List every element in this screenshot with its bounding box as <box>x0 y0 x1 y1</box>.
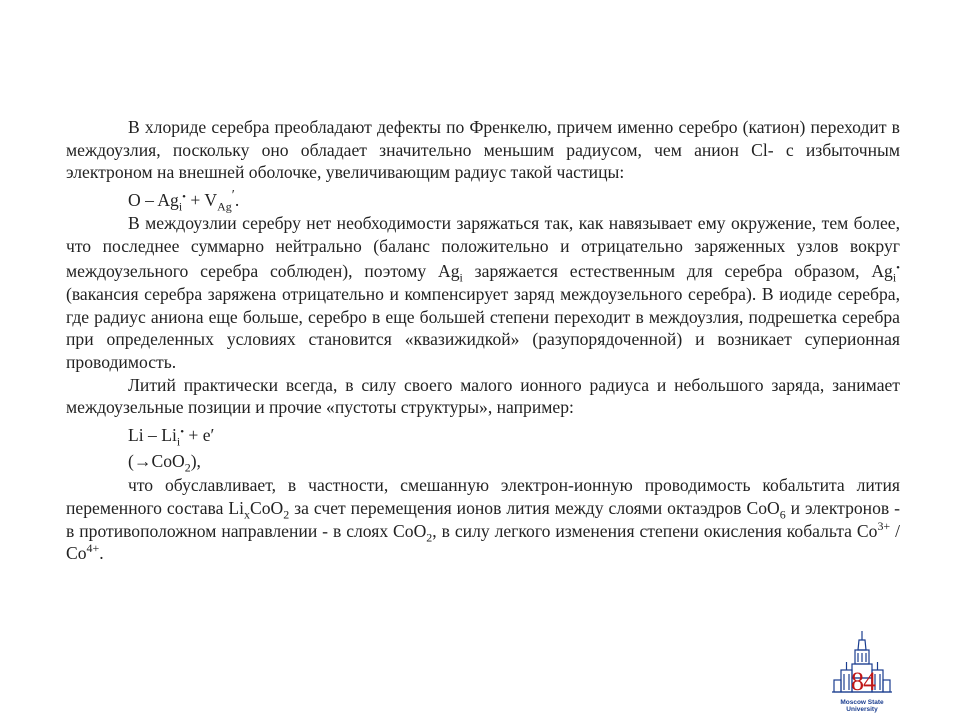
charge-dot: • <box>896 262 900 275</box>
paragraph-text: и электронов - в противоположном направлении - в слоях CoO <box>66 497 901 541</box>
university-label-line2: University <box>846 706 878 713</box>
charge-dot: • <box>182 191 186 204</box>
formula-silver-defect <box>66 184 900 212</box>
formula-end: . <box>234 190 240 211</box>
paragraph-interstitial-silver <box>66 212 900 374</box>
formula-lhs: O – Ag <box>128 190 179 211</box>
paragraph-text: Литий практически всегда, в силу своего малого ионного радиуса и небольшого заряда, занимает междоузельные позиции и прочие «пустоты структуры», например: <box>66 374 900 418</box>
charge-prime: ′ <box>231 187 235 204</box>
formula-subscript: i <box>176 434 181 449</box>
paragraph-lithium-cobaltite <box>66 474 900 565</box>
paragraph-text: , в силу легкого изменения степени окисления кобальта Co <box>432 520 878 541</box>
formula-subscript: Ag <box>217 199 232 214</box>
subscript: i <box>459 270 463 285</box>
charge-dot: • <box>180 426 185 439</box>
paragraph-text: что обуславливает, в частности, смешанную электрон-ионную проводимость кобальтита лития переменного состава Li <box>66 475 900 518</box>
university-label <box>832 699 892 713</box>
subscript: 2 <box>283 507 290 522</box>
paragraph-fraenkel-defects <box>66 116 900 184</box>
formula-subscript: i <box>178 199 183 214</box>
formula-plus: + V <box>186 190 218 211</box>
formula-open: (→CoO <box>128 451 185 472</box>
paragraph-text: CoO <box>249 497 284 518</box>
subscript: 2 <box>426 530 433 545</box>
superscript: 3+ <box>877 518 891 533</box>
paragraph-lithium <box>66 374 900 419</box>
paragraph-text: за счет перемещения ионов лития между слоями октаэдров CoO <box>289 497 780 518</box>
paragraph-text: / Co <box>66 520 900 564</box>
subscript: i <box>892 270 897 285</box>
formula-rhs: + e′ <box>184 425 215 446</box>
paragraph-text: . <box>99 543 104 564</box>
paragraph-text: В хлориде серебра преобладают дефекты по Френкелю, причем именно серебро (катион) переходит в междоузлия, поскольку оно обладает значительно меньшим радиусом, чем анион Cl- с избыточным электроном на внешней оболочке, увеличивающим радиус такой частицы: <box>66 117 900 183</box>
subscript: 6 <box>779 507 786 522</box>
formula-subscript: 2 <box>184 460 191 475</box>
subscript: x <box>243 507 250 522</box>
formula-close: ), <box>190 451 201 472</box>
university-label-line1: Moscow State <box>840 699 884 706</box>
paragraph-text: (вакансия серебра заряжена отрицательно и компенсирует заряд междоузельного серебра). В иодиде серебра, где радиус аниона еще больше, серебро в еще большей степени переходит в междоузлия, подрешетка серебра при определенных условиях становится «квазижидкой» (разупорядоченной) и возникает суперионная проводимость. <box>66 283 900 373</box>
page-number: 84 <box>851 667 875 696</box>
paragraph-text: заряжается естественным для серебра образом, Ag <box>462 261 893 282</box>
paragraph-text: В междоузлии серебру нет необходимости заряжаться так, как навязывает ему окружение, тем более, что последнее суммарно нейтрально (баланс положительно и отрицательно заряженных узлов вокруг междоузельного серебра соблюден), поэтому Ag <box>66 212 900 282</box>
formula-cobalt-oxide <box>66 448 900 474</box>
formula-lhs: Li – Li <box>128 425 177 446</box>
document-body <box>66 116 900 565</box>
superscript: 4+ <box>86 541 100 556</box>
formula-lithium-defect <box>66 419 900 448</box>
